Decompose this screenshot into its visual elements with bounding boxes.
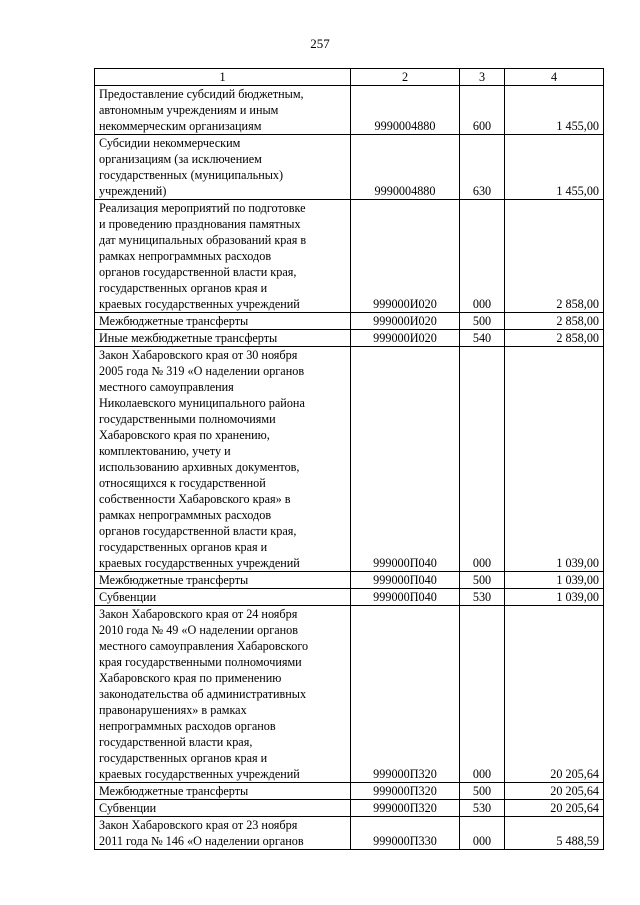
row-amount: 1 039,00	[505, 347, 604, 572]
row-amount: 2 858,00	[505, 313, 604, 330]
row-expense-type: 630	[460, 135, 505, 200]
row-amount: 20 205,64	[505, 783, 604, 800]
description-line: края государственными полномочиями	[99, 655, 302, 669]
row-expense-type: 000	[460, 347, 505, 572]
description-line: автономным учреждениям и иным	[99, 103, 279, 117]
description-line: собственности Хабаровского края» в	[99, 492, 291, 506]
row-description	[95, 817, 351, 850]
table-row	[95, 330, 604, 347]
row-expense-type: 500	[460, 783, 505, 800]
row-description	[95, 783, 351, 800]
row-target-code: 999000И020	[351, 313, 460, 330]
table-row	[95, 606, 604, 783]
description-line: Закон Хабаровского края от 30 ноября	[99, 348, 298, 362]
description-line: Межбюджетные трансферты	[99, 784, 249, 798]
description-line: государственных органов края и	[99, 540, 268, 554]
description-line: Субвенции	[99, 590, 157, 604]
description-line: дат муниципальных образований края в	[99, 233, 307, 247]
row-description	[95, 572, 351, 589]
description-line: органов государственной власти края,	[99, 265, 297, 279]
description-line: Закон Хабаровского края от 24 ноября	[99, 607, 298, 621]
description-line: Закон Хабаровского края от 23 ноября	[99, 818, 298, 832]
description-line: Субсидии некоммерческим	[99, 136, 241, 150]
description-line: органов государственной власти края,	[99, 524, 297, 538]
table-header-row	[95, 69, 604, 86]
row-target-code: 999000П320	[351, 606, 460, 783]
description-line: краевых государственных учреждений	[99, 556, 300, 570]
row-description	[95, 589, 351, 606]
table-row	[95, 572, 604, 589]
row-amount: 2 858,00	[505, 200, 604, 313]
row-target-code: 999000И020	[351, 200, 460, 313]
description-line: Реализация мероприятий по подготовке	[99, 201, 306, 215]
row-description	[95, 347, 351, 572]
row-description	[95, 313, 351, 330]
row-description	[95, 330, 351, 347]
row-target-code: 999000П040	[351, 347, 460, 572]
table-row	[95, 589, 604, 606]
row-target-code: 9990004880	[351, 86, 460, 135]
row-expense-type: 540	[460, 330, 505, 347]
description-line: правонарушениях» в рамках	[99, 703, 247, 717]
row-amount: 1 455,00	[505, 86, 604, 135]
description-line: учреждений)	[99, 184, 167, 198]
description-line: государственной власти края,	[99, 735, 253, 749]
row-amount: 20 205,64	[505, 800, 604, 817]
row-expense-type: 530	[460, 589, 505, 606]
row-amount: 5 488,59	[505, 817, 604, 850]
row-description	[95, 800, 351, 817]
description-line: некоммерческим организациям	[99, 119, 262, 133]
description-line: Иные межбюджетные трансферты	[99, 331, 278, 345]
description-line: законодательства об административных	[99, 687, 307, 701]
description-line: Субвенции	[99, 801, 157, 815]
description-line: относящихся к государственной	[99, 476, 266, 490]
description-line: рамках непрограммных расходов	[99, 249, 272, 263]
row-expense-type: 500	[460, 572, 505, 589]
description-line: 2010 года № 49 «О наделении органов	[99, 623, 298, 637]
row-expense-type: 000	[460, 817, 505, 850]
row-amount: 1 039,00	[505, 589, 604, 606]
row-description	[95, 200, 351, 313]
table-row	[95, 135, 604, 200]
description-line: местного самоуправления Хабаровского	[99, 639, 309, 653]
budget-table	[94, 68, 604, 850]
row-target-code: 999000П320	[351, 800, 460, 817]
table-row	[95, 800, 604, 817]
description-line: Межбюджетные трансферты	[99, 314, 249, 328]
row-expense-type: 000	[460, 200, 505, 313]
description-line: использованию архивных документов,	[99, 460, 300, 474]
table-row	[95, 313, 604, 330]
table-row	[95, 347, 604, 572]
row-expense-type: 530	[460, 800, 505, 817]
description-line: 2005 года № 319 «О наделении органов	[99, 364, 305, 378]
description-line: и проведению празднования памятных	[99, 217, 301, 231]
table-row	[95, 817, 604, 850]
table-row	[95, 86, 604, 135]
row-description	[95, 606, 351, 783]
column-header: 1	[95, 69, 351, 86]
row-expense-type: 500	[460, 313, 505, 330]
description-line: государственных органов края и	[99, 751, 268, 765]
row-expense-type: 600	[460, 86, 505, 135]
row-amount: 1 039,00	[505, 572, 604, 589]
row-target-code: 9990004880	[351, 135, 460, 200]
row-description	[95, 135, 351, 200]
row-target-code: 999000П330	[351, 817, 460, 850]
description-line: Николаевского муниципального района	[99, 396, 305, 410]
description-line: Хабаровского края по хранению,	[99, 428, 270, 442]
description-line: Хабаровского края по применению	[99, 671, 282, 685]
description-line: краевых государственных учреждений	[99, 767, 300, 781]
description-line: комплектованию, учету и	[99, 444, 231, 458]
row-amount: 1 455,00	[505, 135, 604, 200]
description-line: организациям (за исключением	[99, 152, 262, 166]
row-expense-type: 000	[460, 606, 505, 783]
description-line: краевых государственных учреждений	[99, 297, 300, 311]
table-row	[95, 200, 604, 313]
column-header: 4	[505, 69, 604, 86]
description-line: непрограммных расходов органов	[99, 719, 276, 733]
page-number: 257	[310, 36, 330, 51]
description-line: государственными полномочиями	[99, 412, 276, 426]
description-line: Межбюджетные трансферты	[99, 573, 249, 587]
description-line: государственных (муниципальных)	[99, 168, 284, 182]
row-target-code: 999000П320	[351, 783, 460, 800]
row-target-code: 999000П040	[351, 589, 460, 606]
column-header: 2	[351, 69, 460, 86]
row-amount: 2 858,00	[505, 330, 604, 347]
description-line: рамках непрограммных расходов	[99, 508, 272, 522]
column-header: 3	[460, 69, 505, 86]
description-line: 2011 года № 146 «О наделении органов	[99, 834, 304, 848]
row-target-code: 999000П040	[351, 572, 460, 589]
table-row	[95, 783, 604, 800]
row-target-code: 999000И020	[351, 330, 460, 347]
description-line: местного самоуправления	[99, 380, 234, 394]
row-amount: 20 205,64	[505, 606, 604, 783]
row-description	[95, 86, 351, 135]
description-line: Предоставление субсидий бюджетным,	[99, 87, 304, 101]
description-line: государственных органов края и	[99, 281, 268, 295]
